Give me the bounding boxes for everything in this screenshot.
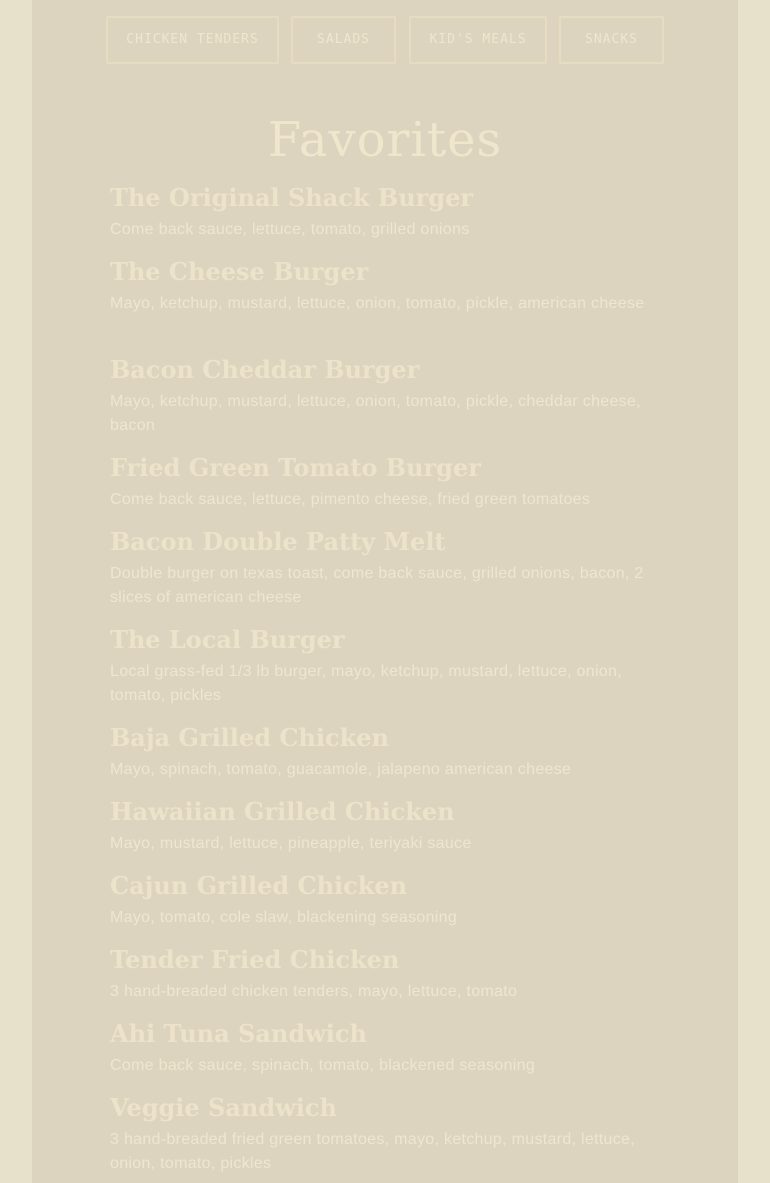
menu-item-description: Come back sauce, lettuce, tomato, grilled onions [110,221,470,238]
menu-item-description: Mayo, ketchup, mustard, lettuce, onion, tomato, pickle, american cheese [110,295,645,312]
nav-kids-meals-button[interactable]: KID'S MEALS [409,16,547,64]
menu-item-name: Tender Fried Chicken [110,945,400,974]
menu-item-name: Bacon Double Patty Melt [110,527,446,556]
category-nav [32,16,738,64]
menu-item-description: Double burger on texas toast, come back sauce, grilled onions, bacon, 2 slices of american cheese [110,565,644,606]
menu-item-description: Mayo, ketchup, mustard, lettuce, onion, tomato, pickle, cheddar cheese, bacon [110,393,641,434]
menu-page [32,0,738,1183]
menu-item-name: Ahi Tuna Sandwich [110,1019,367,1048]
nav-chicken-tenders-button[interactable]: CHICKEN TENDERS [106,16,279,64]
menu-item [110,352,660,438]
menu-item-name: Veggie Sandwich [110,1093,337,1122]
menu-item [110,622,660,708]
menu-item-description: 3 hand-breaded chicken tenders, mayo, lettuce, tomato [110,983,518,1000]
menu-item [110,1090,660,1176]
menu-item-description: Mayo, spinach, tomato, guacamole, jalapeno american cheese [110,761,572,778]
nav-snacks-button[interactable]: SNACKS [559,16,664,64]
menu-item [110,720,660,782]
section-title: Favorites [267,112,503,168]
menu-item [110,524,660,610]
menu-item-description: Mayo, tomato, cole slaw, blackening seasoning [110,909,458,926]
menu-item-name: The Cheese Burger [110,257,369,286]
menu-item-name: The Local Burger [110,625,345,654]
menu-item [110,794,660,856]
menu-item-name: Cajun Grilled Chicken [110,871,408,900]
menu-item-name: Baja Grilled Chicken [110,723,389,752]
menu-item [110,180,660,242]
nav-salads-button[interactable]: SALADS [291,16,396,64]
menu-item-name: Hawaiian Grilled Chicken [110,797,455,826]
menu-item [110,450,660,512]
menu-item-name: The Original Shack Burger [110,183,473,212]
menu-item [110,942,660,1004]
menu-item-name: Bacon Cheddar Burger [110,355,420,384]
menu-item-name: Fried Green Tomato Burger [110,453,481,482]
menu-item-description: Mayo, mustard, lettuce, pineapple, teriyaki sauce [110,835,472,852]
menu-item [110,868,660,930]
menu-item-description: Come back sauce, spinach, tomato, blackened seasoning [110,1057,536,1074]
menu-item [110,1016,660,1078]
menu-item [110,254,660,316]
menu-item-description: 3 hand-breaded fried green tomatoes, mayo, ketchup, mustard, lettuce, onion, tomato, pickles [110,1131,635,1172]
menu-item-description: Local grass-fed 1/3 lb burger, mayo, ketchup, mustard, lettuce, onion, tomato, pickles [110,663,622,704]
menu-item-description: Come back sauce, lettuce, pimento cheese, fried green tomatoes [110,491,591,508]
